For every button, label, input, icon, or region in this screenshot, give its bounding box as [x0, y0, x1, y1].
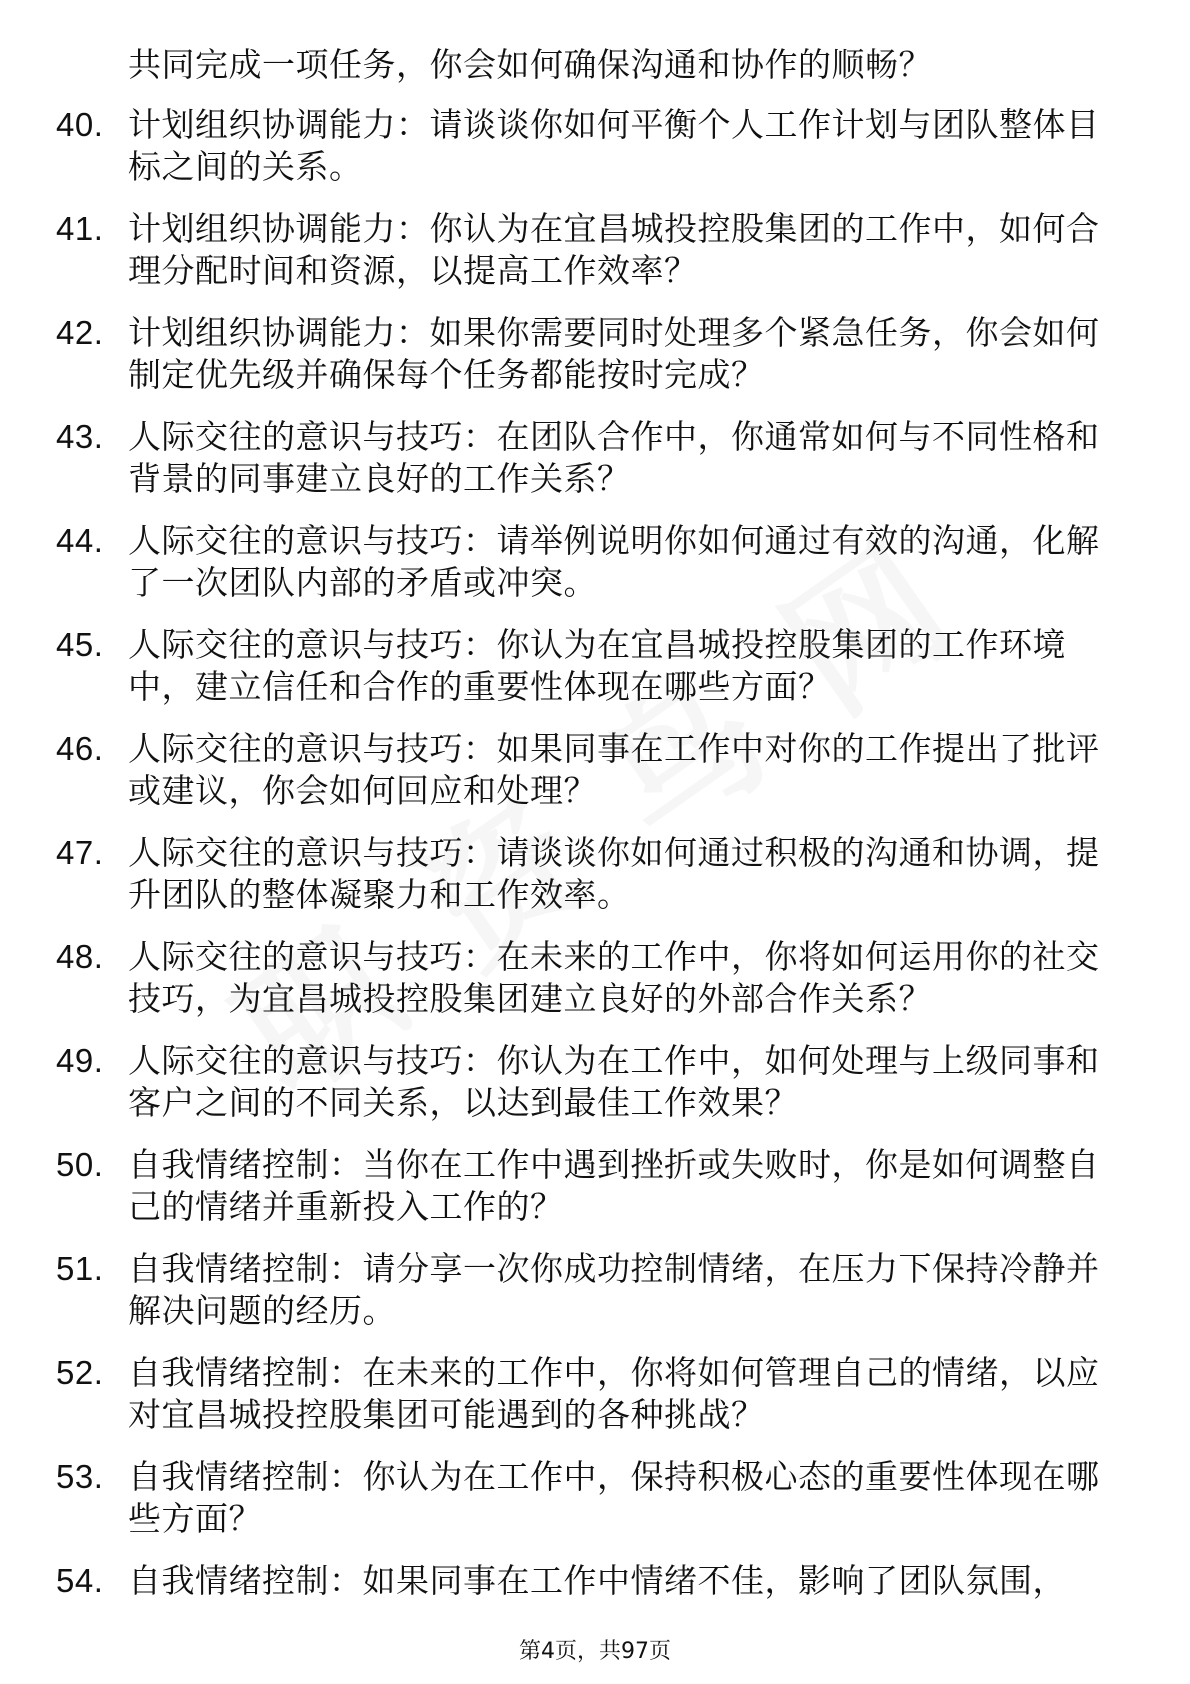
question-item [56, 728, 1116, 812]
question-number: 53. [56, 1458, 104, 1495]
question-number: 43. [56, 418, 104, 455]
question-number: 48. [56, 938, 104, 975]
question-number: 40. [56, 106, 104, 143]
question-number: 42. [56, 314, 104, 351]
question-number: 44. [56, 522, 104, 559]
question-item [56, 1352, 1116, 1436]
question-text: 计划组织协调能力：请谈谈你如何平衡个人工作计划与团队整体目标之间的关系。 [128, 105, 1100, 186]
question-item [56, 624, 1116, 708]
question-text: 自我情绪控制：当你在工作中遇到挫折或失败时，你是如何调整自己的情绪并重新投入工作的？ [128, 1145, 1100, 1226]
question-list [56, 44, 1116, 1622]
question-text: 计划组织协调能力：你认为在宜昌城投控股集团的工作中，如何合理分配时间和资源，以提高工作效率？ [128, 209, 1100, 290]
question-text: 人际交往的意识与技巧：你认为在宜昌城投控股集团的工作环境中，建立信任和合作的重要性体现在哪些方面？ [128, 625, 1066, 706]
question-item [56, 1456, 1116, 1540]
question-text: 自我情绪控制：如果同事在工作中情绪不佳，影响了团队氛围， [128, 1561, 1066, 1600]
question-number: 50. [56, 1146, 104, 1183]
question-text: 人际交往的意识与技巧：请举例说明你如何通过有效的沟通，化解了一次团队内部的矛盾或冲突。 [128, 521, 1100, 602]
question-text: 自我情绪控制：在未来的工作中，你将如何管理自己的情绪，以应对宜昌城投控股集团可能遇到的各种挑战？ [128, 1353, 1100, 1434]
question-text: 自我情绪控制：你认为在工作中，保持积极心态的重要性体现在哪些方面？ [128, 1457, 1100, 1538]
question-item [56, 832, 1116, 916]
question-number: 46. [56, 730, 104, 767]
question-item [56, 520, 1116, 604]
question-item [56, 312, 1116, 396]
question-number: 51. [56, 1250, 104, 1287]
question-item [56, 1144, 1116, 1228]
question-number: 52. [56, 1354, 104, 1391]
question-item [56, 936, 1116, 1020]
question-text: 人际交往的意识与技巧：请谈谈你如何通过积极的沟通和协调，提升团队的整体凝聚力和工作效率。 [128, 833, 1100, 914]
question-item [56, 416, 1116, 500]
question-text: 人际交往的意识与技巧：如果同事在工作中对你的工作提出了批评或建议，你会如何回应和处理？ [128, 729, 1100, 810]
question-number: 41. [56, 210, 104, 247]
question-number: 45. [56, 626, 104, 663]
question-text: 共同完成一项任务，你会如何确保沟通和协作的顺畅？ [128, 45, 932, 84]
question-text: 人际交往的意识与技巧：在未来的工作中，你将如何运用你的社交技巧，为宜昌城投控股集团建立良好的外部合作关系？ [128, 937, 1100, 1018]
question-text: 人际交往的意识与技巧：你认为在工作中，如何处理与上级同事和客户之间的不同关系，以达到最佳工作效果？ [128, 1041, 1100, 1122]
page-footer: 第4页，共97页 [519, 1639, 671, 1664]
question-text: 自我情绪控制：请分享一次你成功控制情绪，在压力下保持冷静并解决问题的经历。 [128, 1249, 1100, 1330]
question-item [56, 1040, 1116, 1124]
question-text: 计划组织协调能力：如果你需要同时处理多个紧急任务，你会如何制定优先级并确保每个任务都能按时完成？ [128, 313, 1100, 394]
question-item [56, 44, 1116, 86]
question-number: 49. [56, 1042, 104, 1079]
question-item [56, 1560, 1116, 1602]
question-number: 47. [56, 834, 104, 871]
question-number: 54. [56, 1562, 104, 1599]
question-item [56, 104, 1116, 188]
question-item [56, 208, 1116, 292]
question-text: 人际交往的意识与技巧：在团队合作中，你通常如何与不同性格和背景的同事建立良好的工作关系？ [128, 417, 1100, 498]
question-item [56, 1248, 1116, 1332]
